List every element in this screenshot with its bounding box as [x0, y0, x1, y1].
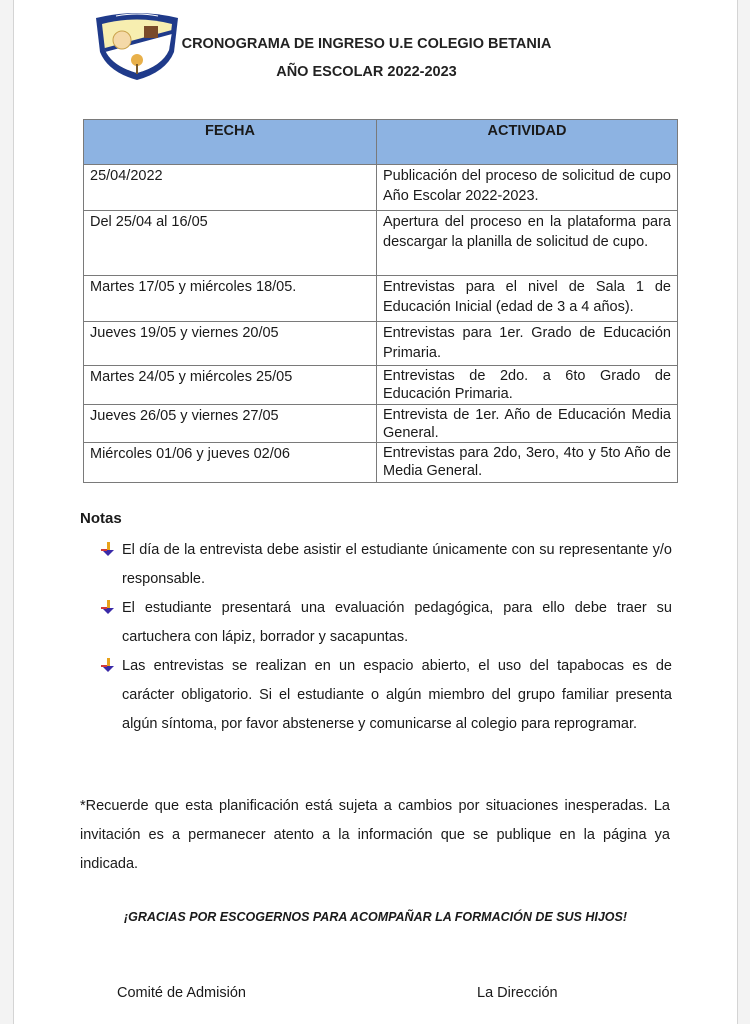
document-title: CRONOGRAMA DE INGRESO U.E COLEGIO BETANIA — [181, 36, 552, 52]
note-text: Las entrevistas se realizan en un espacio abierto, el uso del tapabocas es de carácter obligatorio. Si el estudiante o algún miembro del grupo familiar presenta algún síntoma, por favor abstenerse y comunicarse al colegio para reprogramar. — [122, 658, 672, 732]
cell-actividad: Entrevista de 1er. Año de Educación Media General. — [377, 405, 678, 443]
table-row — [84, 366, 678, 405]
note-text: El estudiante presentará una evaluación pedagógica, para ello debe traer su cartuchera con lápiz, borrador y sacapuntas. — [122, 600, 672, 645]
table-row — [84, 276, 678, 322]
cell-actividad: Entrevistas para el nivel de Sala 1 de Educación Inicial (edad de 3 a 4 años). — [377, 276, 678, 322]
cell-actividad: Publicación del proceso de solicitud de cupo Año Escolar 2022-2023. — [377, 165, 678, 211]
cell-fecha: Jueves 26/05 y viernes 27/05 — [84, 405, 377, 443]
cell-actividad: Entrevistas para 1er. Grado de Educación Primaria. — [377, 322, 678, 366]
signature-direction: La Dirección — [477, 985, 558, 1001]
cell-fecha: Martes 17/05 y miércoles 18/05. — [84, 276, 377, 322]
table-row — [84, 165, 678, 211]
cell-actividad: Entrevistas de 2do. a 6to Grado de Educación Primaria. — [377, 366, 678, 405]
column-header-fecha: FECHA — [84, 120, 377, 165]
cell-fecha: Jueves 19/05 y viernes 20/05 — [84, 322, 377, 366]
document-page — [13, 0, 738, 1024]
cell-fecha: 25/04/2022 — [84, 165, 377, 211]
thanks-message: ¡GRACIAS POR ESCOGERNOS PARA ACOMPAÑAR LA FORMACIÓN DE SUS HIJOS! — [123, 910, 628, 924]
cell-actividad: Apertura del proceso en la plataforma para descargar la planilla de solicitud de cupo. — [377, 211, 678, 276]
table-header-row — [84, 120, 678, 165]
table-row — [84, 322, 678, 366]
note-item — [100, 652, 672, 739]
notes-list — [100, 536, 672, 739]
arrow-down-bullet-icon — [100, 655, 116, 671]
document-subtitle: AÑO ESCOLAR 2022-2023 — [276, 64, 457, 80]
cell-actividad: Entrevistas para 2do, 3ero, 4to y 5to Año de Media General. — [377, 443, 678, 483]
column-header-actividad: ACTIVIDAD — [377, 120, 678, 165]
schedule-table — [83, 119, 678, 483]
table-row — [84, 405, 678, 443]
table-row — [84, 211, 678, 276]
arrow-down-bullet-icon — [100, 597, 116, 613]
cell-fecha: Del 25/04 al 16/05 — [84, 211, 377, 276]
signature-admission-committee: Comité de Admisión — [117, 985, 246, 1001]
arrow-down-bullet-icon — [100, 539, 116, 555]
note-item — [100, 594, 672, 652]
cell-fecha: Miércoles 01/06 y jueves 02/06 — [84, 443, 377, 483]
note-text: El día de la entrevista debe asistir el estudiante únicamente con su representante y/o responsable. — [122, 542, 672, 587]
cell-fecha: Martes 24/05 y miércoles 25/05 — [84, 366, 377, 405]
notes-heading: Notas — [80, 510, 122, 527]
reminder-text: *Recuerde que esta planificación está sujeta a cambios por situaciones inesperadas. La invitación es a permanecer atento a la información que se publique en la página ya indicada. — [80, 798, 670, 872]
table-row — [84, 443, 678, 483]
note-item — [100, 536, 672, 594]
